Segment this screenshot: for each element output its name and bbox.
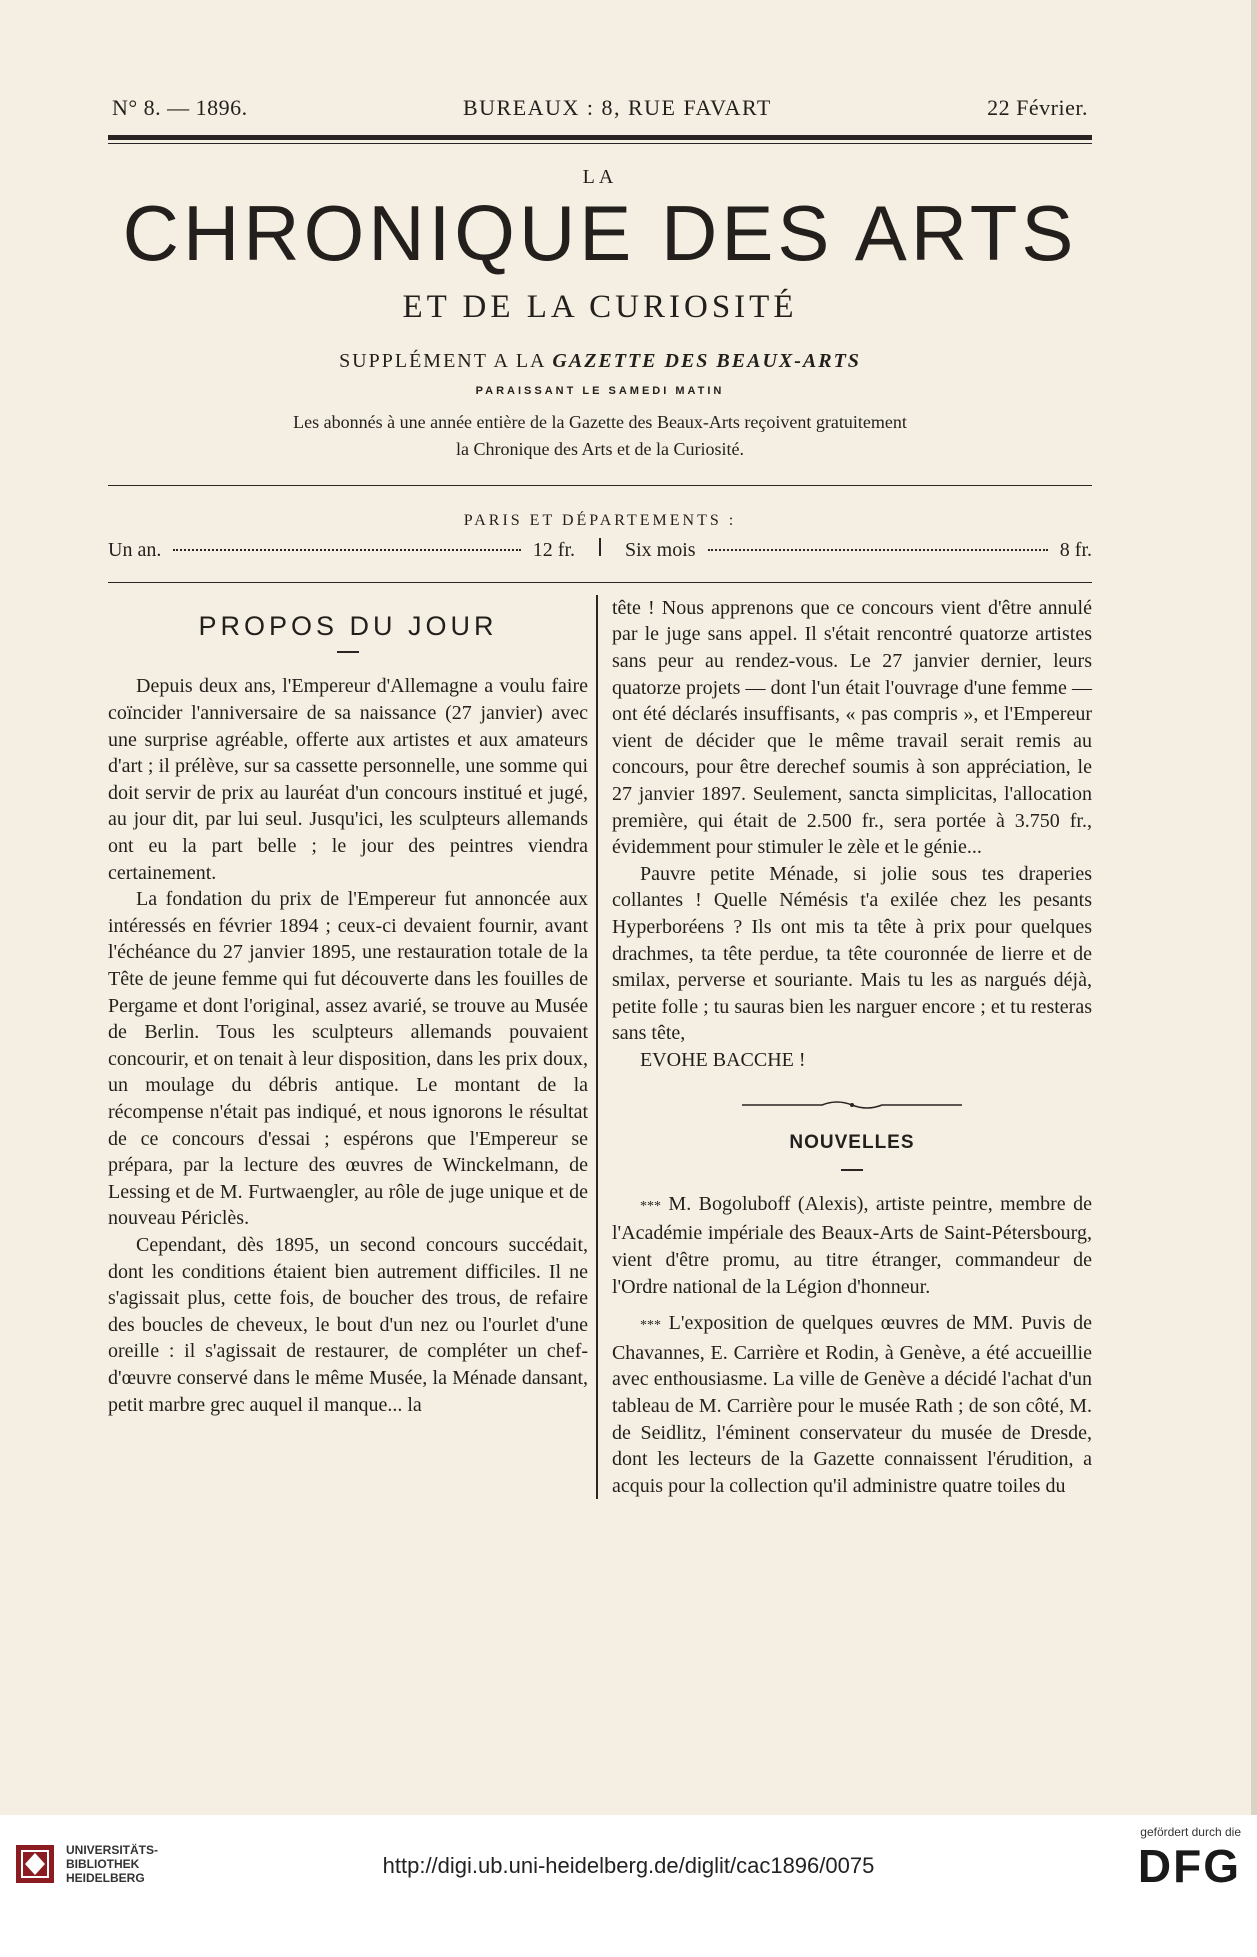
subscriber-note [108, 409, 1092, 463]
heading-dash [337, 651, 359, 653]
parution-line: PARAISSANT LE SAMEDI MATIN [475, 384, 725, 397]
asterism-icon: *** [639, 1318, 661, 1334]
evohe-line [612, 1047, 1092, 1074]
masthead-article: LA [582, 166, 618, 188]
issue-header [108, 95, 1092, 121]
prices-rule [108, 582, 1092, 583]
masthead-subtitle: ET DE LA CURIOSITÉ [402, 288, 798, 325]
evohe-text: EVOHE BACCHE ! [639, 1048, 806, 1071]
header-rule [108, 135, 1092, 140]
news-item [612, 1310, 1092, 1499]
asterism-icon: *** [639, 1198, 661, 1214]
sponsor-logo[interactable] [1137, 1825, 1241, 1892]
price-separator [599, 538, 601, 556]
dot-leader [708, 549, 1048, 551]
subscriber-note-line1: Les abonnés à une année entière de la Gazette des Beaux-Arts reçoivent gratuitement [293, 411, 907, 432]
masthead-rule [108, 485, 1092, 486]
subscription-region: PARIS ET DÉPARTEMENTS : [463, 511, 737, 529]
paragraph: Pauvre petite Ménade, si jolie sous tes draperies collantes ! Quelle Némésis t'a exilée chez les pesants Hyperboréens ? Ils ont mis ta tête à prix pour quelques drachmes, ta tête perdue, ta tête couronnée de lierre et de smilax, perverse et souriante. Mais tu les as nargués déjà, petite folle ; tu sauras bien les narguer encore ; et tu resteras sans tête, [611, 862, 1092, 1045]
price-year [108, 539, 575, 562]
article-columns [108, 595, 1092, 1499]
subscription-prices [108, 538, 1092, 562]
dot-leader [173, 549, 520, 551]
masthead-title: CHRONIQUE DES ARTS [122, 189, 1078, 277]
section-heading-nouvelles: NOUVELLES [789, 1132, 915, 1154]
ornament-icon [742, 1097, 962, 1111]
subscriber-note-line2: la Chronique des Arts et de la Curiosité. [456, 438, 744, 459]
paragraph: Cependant, dès 1895, un second concours succédait, dont les conditions étaient bien autrement difficiles. Il ne s'agissait plus, cette fois, de boucher des trous, de refaire des boucles de cheveux, le bout d'un nez ou l'ourlet d'une oreille : il s'agissait de restaurer, de compléter un chef-d'œuvre conservé dans le même Musée, la Ménade dansant, petit marbre grec auquel il manque... la [108, 1233, 589, 1416]
heading-dash [841, 1169, 863, 1171]
paragraph: Depuis deux ans, l'Empereur d'Allemagne a voulu faire coïncider l'anniversaire de sa naissance (27 janvier) avec une surprise agréable, offerte aux artistes et aux amateurs d'art ; il prélève, sur sa cassette personnelle, une somme qui doit servir de prix au lauréat d'un concours institué et jugé, au jour dit, par lui seul. Jusqu'ici, les sculpteurs allemands ont eu la part belle ; le jour des peintres viendra certainement. [108, 675, 589, 884]
supplement-line [108, 350, 1092, 373]
source-url[interactable]: http://digi.ub.uni-heidelberg.de/diglit/cac1896/0075 [382, 1853, 875, 1878]
price-half-label: Six mois [625, 538, 696, 561]
supplement-prefix: SUPPLÉMENT A LA [339, 349, 546, 372]
news-item [612, 1191, 1092, 1300]
price-year-value: 12 fr. [532, 538, 575, 561]
issue-number: N° 8. — 1896. [112, 95, 248, 120]
price-half-value: 8 fr. [1059, 538, 1092, 561]
supplement-gazette: GAZETTE DES BEAUX-ARTS [552, 349, 861, 372]
left-column [108, 595, 588, 1499]
sponsor-text: gefördert durch die [1140, 1825, 1241, 1839]
right-column [612, 595, 1092, 1499]
news-text: L'exposition de quelques œuvres de MM. Puvis de Chavannes, E. Carrière et Rodin, à Genève, a été accueillie avec enthousiasme. La ville de Genève a décidé l'achat d'un tableau de M. Carrière pour le musée Rath ; de son côté, M. de Seidlitz, l'éminent conservateur du musée de Dresde, dont les lecteurs de la Gazette connaissent l'érudition, a acquis pour la collection qu'il administre quatre toiles du [611, 1312, 1092, 1497]
viewer-footer [0, 1815, 1257, 1957]
price-half-year [625, 539, 1092, 562]
issue-date: 22 Février. [987, 95, 1088, 120]
price-year-label: Un an. [108, 538, 162, 561]
news-text: M. Bogoluboff (Alexis), artiste peintre, membre de l'Académie impériale des Beaux-Arts de Saint-Pétersbourg, vient d'être promu, au titre étranger, commandeur de l'Ordre national de la Légion d'honneur. [611, 1192, 1092, 1298]
column-rule [596, 595, 598, 1499]
ornament-divider [612, 1092, 1092, 1119]
dfg-logo: DFG [1137, 1840, 1241, 1892]
paragraph: La fondation du prix de l'Empereur fut annoncée aux intéressés en février 1894 ; ceux-ci devaient fournir, avant l'échéance du 27 janvier 1895, une restauration totale de la Tête de jeune femme qui fut découverte dans les fouilles de Pergame et dont l'original, assez avarié, se trouve au Musée de Berlin. Tous les sculpteurs allemands pouvaient concourir, et on tenait à leur disposition, dans les prix doux, un moulage du débris antique. Le montant de la récompense n'était pas indiqué, et nous ignorons le résultat de ce concours d'essai ; espérons que l'Empereur se prépara, par la lecture des œuvres de Winckelmann, de Lessing et de M. Furtwaengler, au rôle de juge unique et de nouveau Périclès. [108, 888, 589, 1230]
library-name-line: BIBLIOTHEK [66, 1857, 140, 1871]
header-rule-thin [108, 143, 1092, 144]
paragraph: tête ! Nous apprenons que ce concours vient d'être annulé par le juge sans appel. Il s'était rencontré quatorze artistes sans peur au rendez-vous. Le 27 janvier dernier, leurs quatorze projets — dont l'un était l'ouvrage d'une femme — ont été déclarés insuffisants, « pas compris », et l'Empereur vient de décider que le même travail serait remis au concours, pour être derechef soumis à son appréciation, le 27 janvier 1897. Seulement, sancta simplicitas, l'allocation première, qui était de 2.500 fr., sera portée à 3.750 fr., évidemment pour stimuler le zèle et le génie... [611, 596, 1092, 859]
library-name-line: HEIDELBERG [66, 1871, 145, 1885]
library-name-line: UNIVERSITÄTS- [66, 1843, 159, 1857]
bureaux-address: BUREAUX : 8, RUE FAVART [463, 95, 772, 120]
page-edge [1251, 0, 1257, 1815]
section-heading-propos: PROPOS DU JOUR [198, 610, 498, 641]
newspaper-page [108, 95, 1092, 1499]
